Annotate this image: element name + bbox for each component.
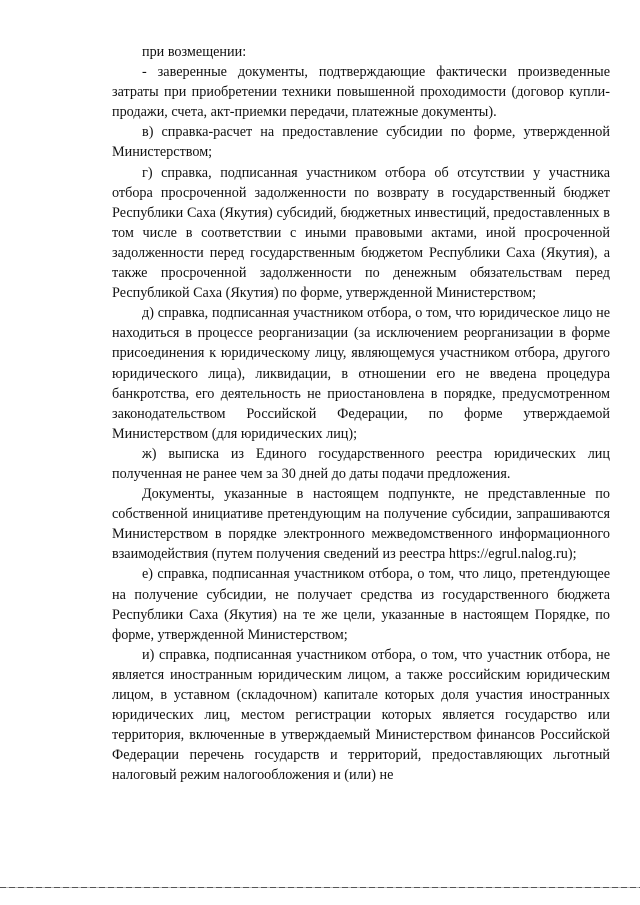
footer-divider — [0, 887, 640, 888]
paragraph-item-zh: ж) выписка из Единого государственного реестра юридических лиц полученная не ранее чем за 30 дней до даты подачи предложения. — [112, 445, 610, 482]
paragraph-item-i: и) справка, подписанная участником отбора, о том, что участник отбора, не является иностранным юридическим лицом, а также российским юридическим лицом, в уставном (складочном) капитале которых доля участия иностранных юридических лиц, местом регистрации которых является государство или территория, включенные в утверждаемый Министерством финансов Российской Федерации перечень государств и территорий, предоставляющих льготный налоговый режим налогообложения и (или) не — [112, 646, 610, 784]
paragraph-item-v: в) справка-расчет на предоставление субсидии по форме, утвержденной Министерством; — [112, 124, 610, 161]
paragraph-item-d: д) справка, подписанная участником отбора, о том, что юридическое лицо не находиться в процессе реорганизации (за исключением реорганизации в форме присоединения к юридическому лицу, являющемуся участником отбора, другого юридического лица), ликвидации, в отношении его не введена процедура банкротства, его деятельность не приостановлена в порядке, предусмотренном законодательством Российской Федерации, по форме утверждаемой Министерством (для юридических лиц); — [112, 305, 610, 442]
paragraph-intro: при возмещении: — [142, 44, 247, 60]
paragraph-documents-note: Документы, указанные в настоящем подпункте, не представленные по собственной инициативе претендующим на получение субсидии, запрашиваются Министерством в порядке электронного межведомственного информационного взаимодействия (путем получения сведений из реестра https://egrul.nalog.ru); — [112, 486, 610, 563]
paragraph-item-g: г) справка, подписанная участником отбора об отсутствии у участника отбора просроченной задолженности по возврату в государственный бюджет Республики Саха (Якутия) субсидий, бюджетных инвестиций, предоставленных в том числе в соответствии с иными правовыми актами, иной просроченной задолженности перед государственным бюджетом Республики Саха (Якутия), а также просроченной задолженности по денежным обязательствам перед Республикой Саха (Якутия) по форме, утвержденной Министерством; — [112, 164, 610, 302]
paragraph-item-e: е) справка, подписанная участником отбора, о том, что лицо, претендующее на получение субсидии, не получает средства из государственного бюджета Республики Саха (Якутия) на те же цели, указанные в настоящем Порядке, по форме, утвержденной Министерством; — [112, 566, 610, 643]
document-body — [112, 42, 610, 785]
paragraph-documents-list: - заверенные документы, подтверждающие фактически произведенные затраты при приобретении техники повышенной проходимости (договор купли-продажи, счета, акт-приемки передачи, платежные документы). — [112, 64, 610, 121]
